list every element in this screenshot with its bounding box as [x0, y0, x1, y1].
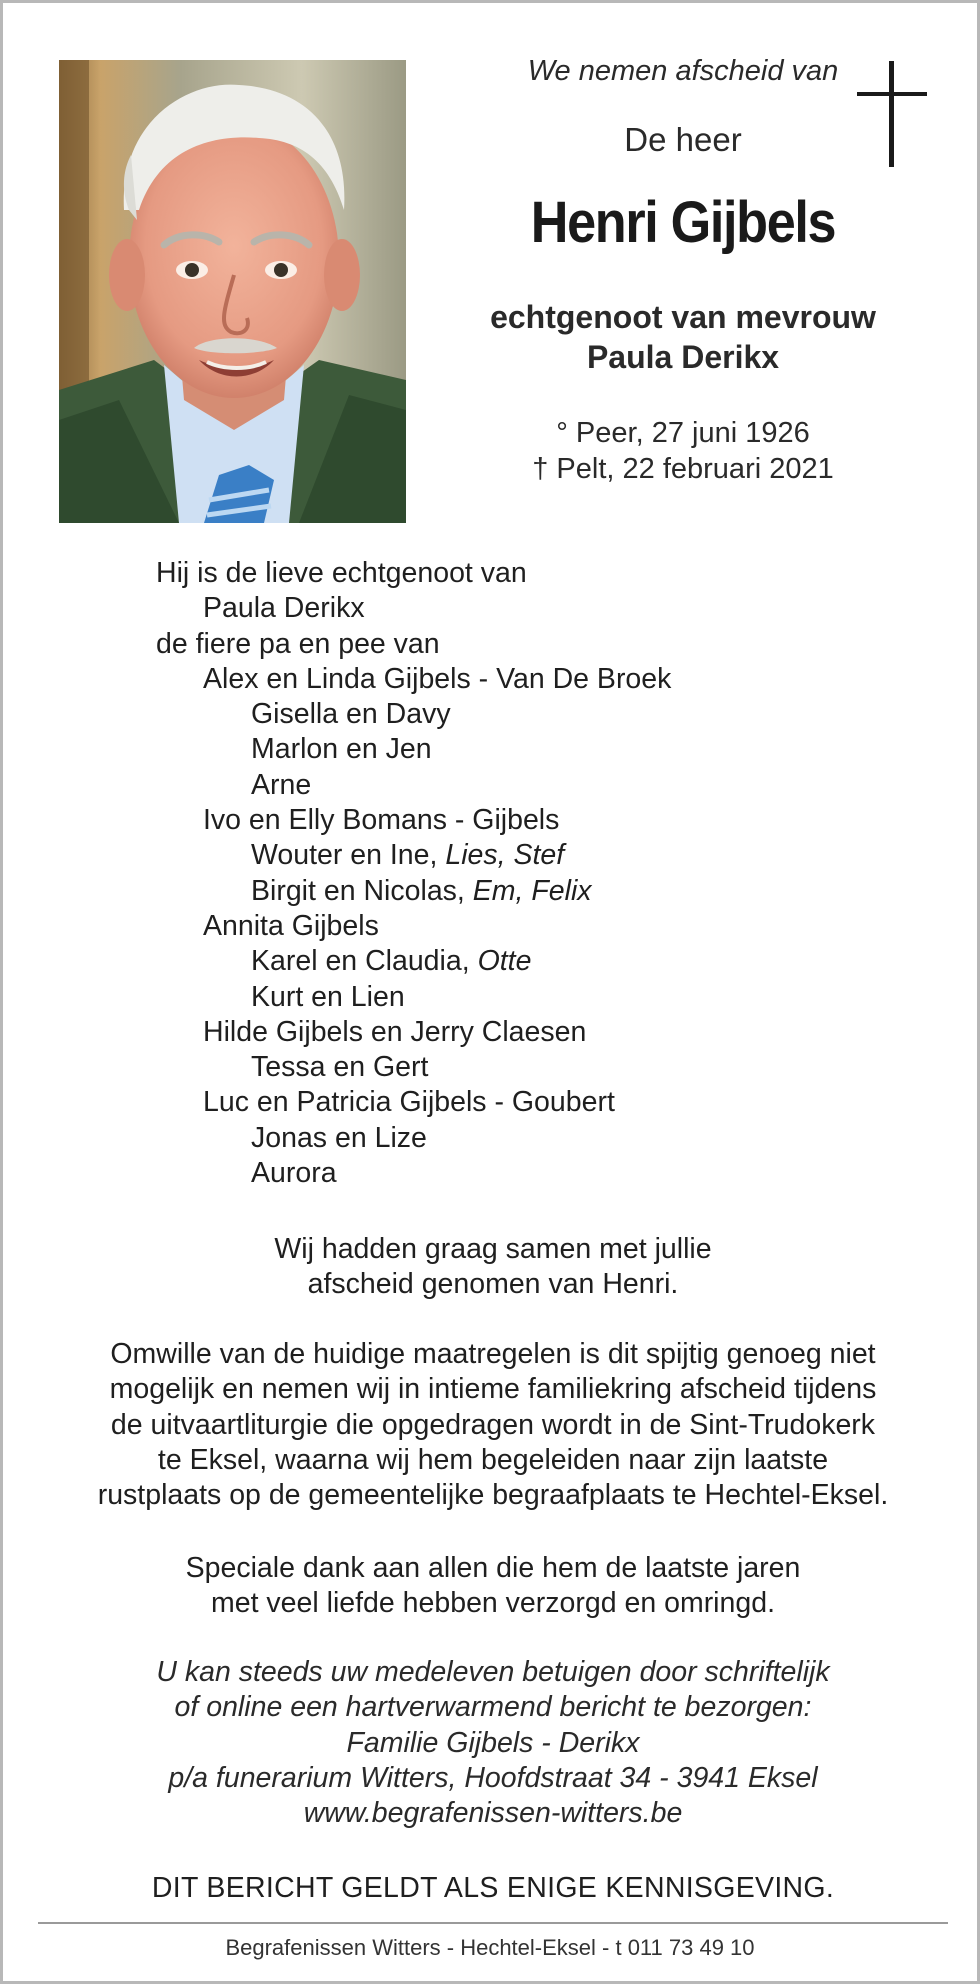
family-member: Karel en Claudia, — [251, 945, 478, 978]
family-row — [156, 556, 896, 591]
family-row — [156, 909, 896, 944]
paragraph-line: U kan steeds uw medeleven betuigen door schriftelijk — [156, 1656, 830, 1688]
family-children: Otte — [477, 945, 532, 978]
family-member: Kurt en Lien — [251, 980, 405, 1013]
death-date: † Pelt, 22 februari 2021 — [532, 453, 834, 485]
family-member: Aurora — [251, 1157, 337, 1190]
family-row — [156, 591, 896, 626]
spouse-line-1: echtgenoot van mevrouw — [490, 299, 876, 335]
footer-divider — [38, 1922, 948, 1924]
paragraph-line: Familie Gijbels - Derikx — [346, 1726, 640, 1759]
family-row — [156, 1050, 896, 1085]
family-children: Em, Felix — [472, 874, 592, 907]
paragraph-line: Omwille van de huidige maatregelen is dit spijtig genoeg niet — [110, 1338, 876, 1370]
funeral-home-footer: Begrafenissen Witters - Hechtel-Eksel - t 011 73 49 10 — [225, 1935, 755, 1960]
deceased-name: Henri Gijbels — [530, 190, 836, 255]
paragraph-line: Speciale dank aan allen die hem de laatste jaren — [185, 1552, 801, 1584]
family-member: Arne — [251, 768, 312, 801]
paragraph-farewell — [43, 1232, 943, 1303]
paragraph-line: www.begrafenissen-witters.be — [303, 1797, 683, 1830]
family-row — [156, 697, 896, 732]
salutation: De heer — [624, 121, 742, 158]
paragraph-measures — [43, 1337, 943, 1513]
family-member: Jonas en Lize — [251, 1121, 427, 1154]
family-member: Annita Gijbels — [203, 909, 379, 942]
family-row — [156, 838, 896, 873]
family-member: Luc en Patricia Gijbels - Goubert — [203, 1086, 615, 1119]
family-member: de fiere pa en pee van — [156, 627, 440, 660]
spouse-line-2: Paula Derikx — [586, 339, 780, 375]
family-row — [156, 662, 896, 697]
family-member: Hilde Gijbels en Jerry Claesen — [203, 1015, 587, 1048]
family-row — [156, 627, 896, 662]
family-row — [156, 1015, 896, 1050]
paragraph-thanks — [43, 1551, 943, 1622]
paragraph-line: mogelijk en nemen wij in intieme familiekring afscheid tijdens — [109, 1373, 877, 1406]
family-row — [156, 874, 896, 909]
family-row — [156, 1156, 896, 1191]
spouse-info — [433, 297, 933, 377]
family-row — [156, 803, 896, 838]
paragraph-line: rustplaats op de gemeentelijke begraafplaats te Hechtel-Eksel. — [97, 1479, 889, 1512]
family-member: Ivo en Elly Bomans - Gijbels — [203, 804, 560, 837]
paragraph-condolences — [43, 1655, 943, 1831]
family-row — [156, 944, 896, 979]
family-member: Tessa en Gert — [251, 1051, 429, 1084]
intro-text: We nemen afscheid van — [527, 55, 839, 87]
family-row — [156, 1121, 896, 1156]
paragraph-line: met veel liefde hebben verzorgd en omringd. — [210, 1587, 775, 1620]
family-member: Birgit en Nicolas, — [251, 874, 473, 907]
family-member: Marlon en Jen — [251, 733, 432, 766]
family-member: Alex en Linda Gijbels - Van De Broek — [203, 662, 672, 695]
family-row — [156, 768, 896, 803]
family-member: Hij is de lieve echtgenoot van — [156, 557, 527, 589]
family-row — [156, 1085, 896, 1120]
birth-date: ° Peer, 27 juni 1926 — [556, 417, 810, 449]
family-member: Gisella en Davy — [251, 698, 451, 731]
paragraph-line: Wij hadden graag samen met jullie — [274, 1233, 712, 1265]
family-member: Wouter en Ine, — [251, 839, 446, 872]
paragraph-line: de uitvaartliturgie die opgedragen wordt in de Sint-Trudokerk — [110, 1408, 876, 1441]
paragraph-line: p/a funerarium Witters, Hoofdstraat 34 - 3941 Eksel — [168, 1761, 818, 1794]
family-row — [156, 732, 896, 767]
family-row — [156, 980, 896, 1015]
official-notice: DIT BERICHT GELDT ALS ENIGE KENNISGEVING. — [151, 1872, 835, 1904]
life-dates — [433, 415, 933, 487]
family-children: Lies, Stef — [445, 839, 565, 872]
portrait-photo — [59, 60, 406, 523]
family-member: Paula Derikx — [203, 592, 365, 625]
paragraph-line: afscheid genomen van Henri. — [307, 1268, 679, 1301]
family-list — [156, 556, 896, 1191]
paragraph-line: te Eksel, waarna wij hem begeleiden naar zijn laatste — [157, 1443, 829, 1476]
paragraph-line: of online een hartverwarmend bericht te bezorgen: — [174, 1691, 812, 1724]
